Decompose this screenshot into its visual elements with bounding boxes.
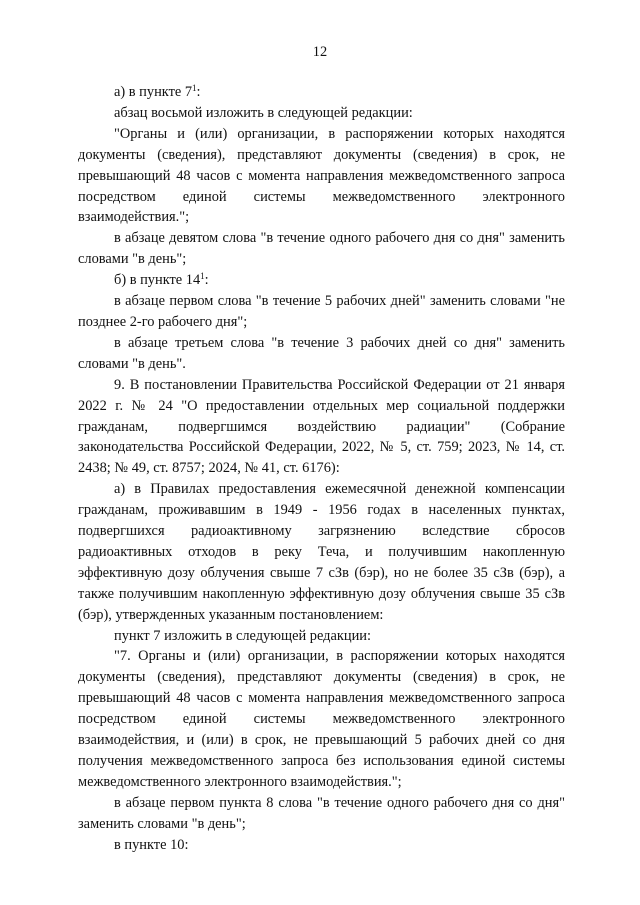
paragraph-item-a: а) в пункте $7^1$: <box>114 83 201 100</box>
paragraph-section-9: 9. В постановлении Правительства Российской Федерации от 21 января 2022 г. № 24 "О предоставлении отдельных мер социальной поддержки гражданам, подвергшимся воздействию радиации" (Собрание законодательства Российской Федерации, 2022, № 5, ст. 759; 2023, № 14, ст. 2438; № 49, ст. 8757; 2024, № 41, ст. 6176): <box>78 376 565 477</box>
page-number: 12 <box>312 44 328 60</box>
document-body <box>78 82 565 856</box>
paragraph: в абзаце третьем слова "в течение 3 рабочих дней со дня" заменить словами "в день". <box>78 334 565 372</box>
quoted-paragraph: "Органы и (или) организации, в распоряжении которых находятся документы (сведения), представляют документы (сведения) в срок, не превышающий 48 часов с момента направления межведомственного запроса посредством единой системы межведомственного электронного взаимодействия."; <box>78 125 565 226</box>
paragraph: в абзаце первом слова "в течение 5 рабочих дней" заменить словами "не позднее 2-го рабочего дня"; <box>78 293 565 330</box>
paragraph: в абзаце первом пункта 8 слова "в течение одного рабочего дня со дня" заменить словами "в день"; <box>78 794 565 832</box>
paragraph: а) в Правилах предоставления ежемесячной денежной компенсации гражданам, проживавшим в 1949 - 1956 годах в населенных пунктах, подвергшихся радиоактивному загрязнению вследствие сбросов радиоактивных отходов в реку Теча, и получившим накопленную эффективную дозу облучения свыше 7 сЗв (бэр), но не более 35 сЗв (бэр), а также получившим накопленную эффективную дозу облучения свыше 35 сЗв (бэр), утвержденных указанным постановлением: <box>78 481 565 623</box>
paragraph: пункт 7 изложить в следующей редакции: <box>114 627 371 644</box>
paragraph: в пункте 10: <box>114 836 189 853</box>
paragraph: абзац восьмой изложить в следующей редакции: <box>114 104 413 121</box>
superscript: 1 <box>192 83 197 93</box>
superscript: 1 <box>200 271 205 282</box>
paragraph-item-b: б) в пункте $14^1$: <box>114 271 209 289</box>
paragraph: в абзаце девятом слова "в течение одного рабочего дня со дня" заменить словами "в день"; <box>78 230 565 268</box>
quoted-paragraph: "7. Органы и (или) организации, в распоряжении которых находятся документы (сведения), представляют документы (сведения) в срок, не превышающий 48 часов с момента направления межведомственного запроса посредством единой системы межведомственного электронного взаимодействия, и (или) в срок, не превышающий 5 рабочих дней со дня получения межведомственного запроса без использования единой системы межведомственного электронного взаимодействия."; <box>78 648 565 790</box>
